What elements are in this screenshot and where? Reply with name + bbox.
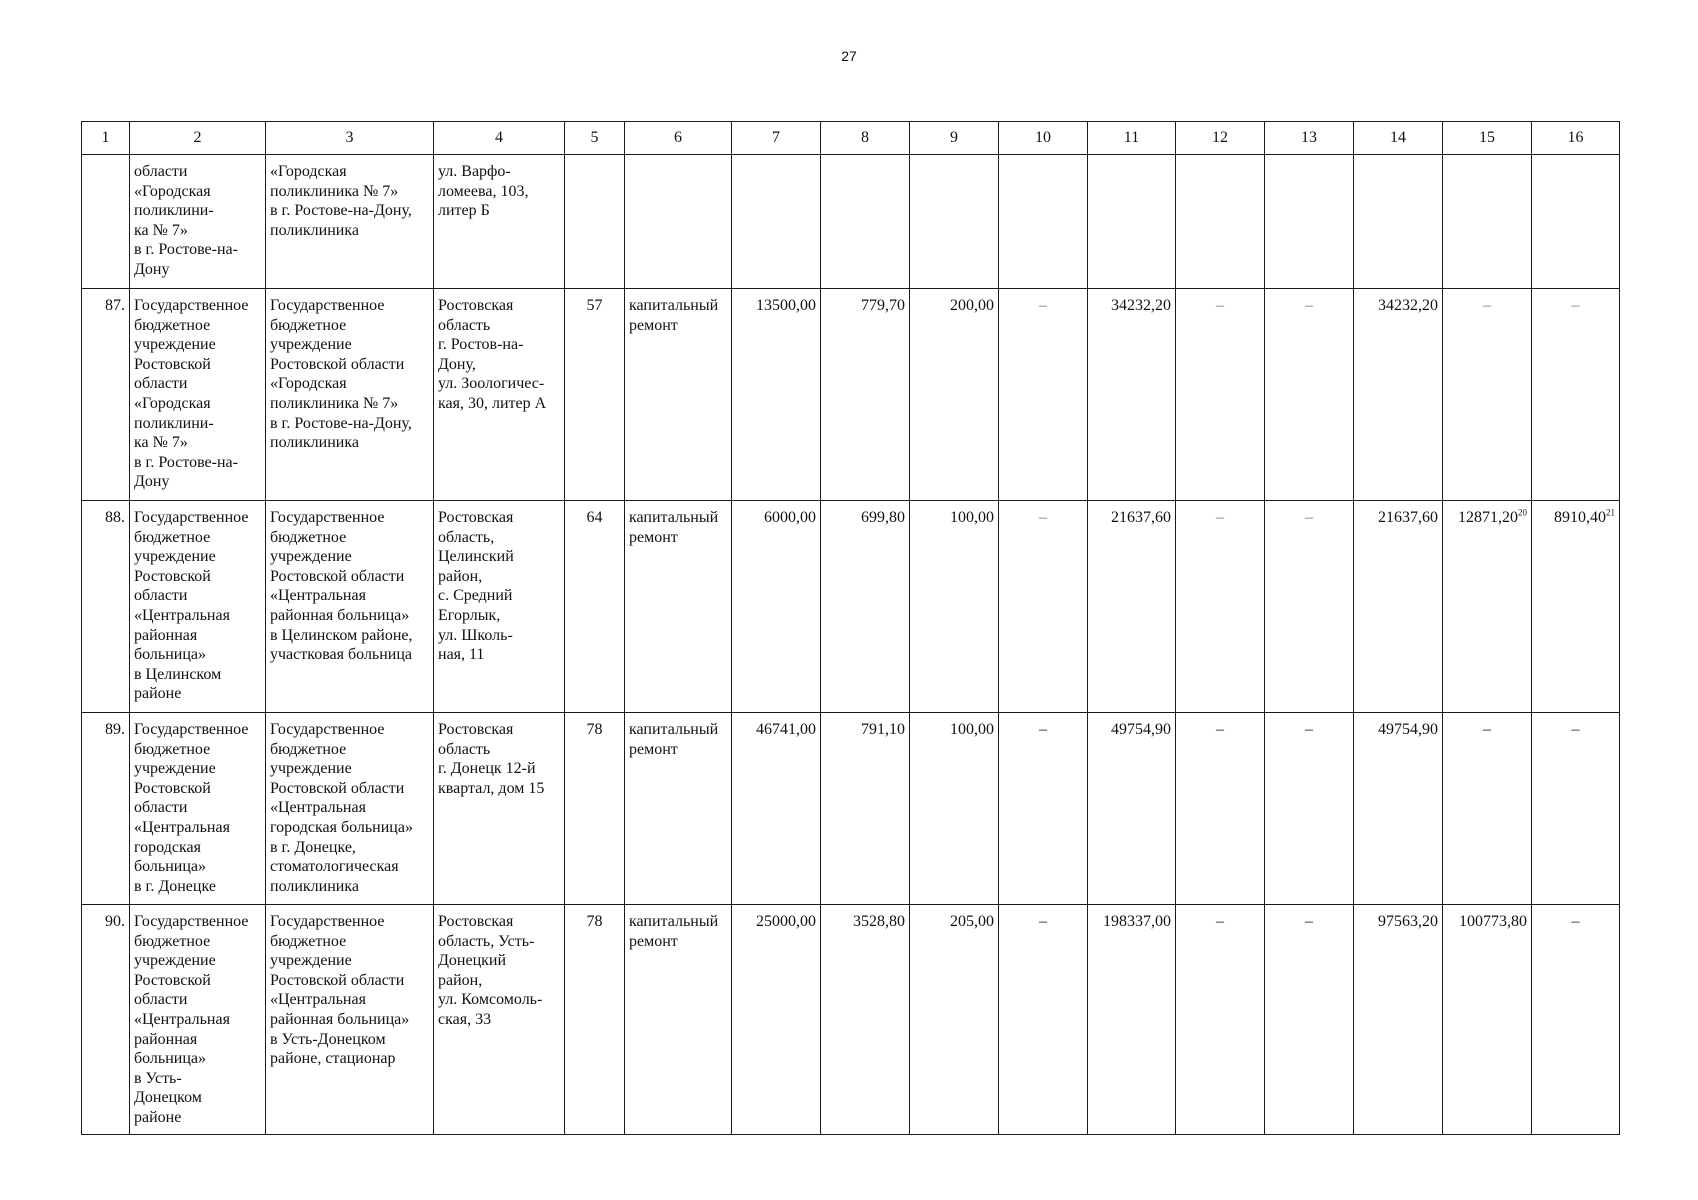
col11-value: 34232,20 [1111,297,1171,314]
col9-cell [910,713,999,905]
col16-cell [1532,289,1620,501]
institution-cell [130,905,266,1135]
col8-value: 699,80 [861,509,905,526]
col11-cell [1088,713,1176,905]
address-cell [434,501,565,713]
col12-cell [1176,713,1265,905]
object-cell [266,713,434,905]
col8-cell [821,713,910,905]
header-cell: 1 [82,122,130,155]
data-table [81,121,1620,1135]
col12-cell [1176,905,1265,1135]
col10-cell [999,155,1088,289]
row-number-value: 89. [105,721,125,738]
col15-value: – [1483,297,1491,314]
work-type-cell [625,155,732,289]
col15-cell [1443,905,1532,1135]
col5-value: 78 [586,721,603,738]
work-type-value: капитальный ремонт [629,297,719,334]
work-type-cell [625,289,732,501]
col9-value: 200,00 [950,297,994,314]
col16-value: – [1571,721,1580,738]
col12-value: – [1216,509,1224,526]
col14-value: 97563,20 [1378,913,1438,930]
address-cell [434,905,565,1135]
col11-value: 49754,90 [1111,721,1171,738]
col10-value: – [1039,721,1047,738]
table-row [82,155,1620,289]
col15-cell [1443,155,1532,289]
institution-value: области «Городская поликлини- ка № 7» в г. Ростове-на- Дону [134,163,238,278]
object-cell [266,905,434,1135]
address-cell [434,155,565,289]
table-row [82,289,1620,501]
col13-cell [1265,155,1354,289]
header-cell: 7 [732,122,821,155]
col5-cell [565,155,625,289]
col7-cell [732,713,821,905]
col9-value: 100,00 [950,721,994,738]
row-number-value: 90. [105,913,125,930]
col5-cell [565,713,625,905]
col8-cell [821,289,910,501]
header-cell: 15 [1443,122,1532,155]
col8-cell [821,501,910,713]
col16-cell [1532,713,1620,905]
col13-value: – [1305,721,1313,738]
table-row [82,905,1620,1135]
address-value: Ростовская область, Целинский район, с. Средний Егорлык, ул. Школь- ная, 11 [438,509,514,664]
col12-value: – [1216,721,1224,738]
row-number-cell [82,501,130,713]
col5-value: 64 [586,509,603,526]
footnote-ref: 21 [1606,507,1615,518]
work-type-value: капитальный ремонт [629,721,719,758]
object-value: Государственное бюджетное учреждение Ростовской области «Центральная городская больница» в г. Донецке, стоматологическая поликлиника [270,721,413,895]
row-number-cell [82,155,130,289]
col9-cell [910,155,999,289]
work-type-value: капитальный ремонт [629,913,719,950]
table-row [82,713,1620,905]
footnote-ref: 20 [1518,507,1527,518]
object-value: «Городская поликлиника № 7» в г. Ростове-на-Дону, поликлиника [270,163,412,239]
work-type-cell [625,905,732,1135]
header-cell: 13 [1265,122,1354,155]
header-cell: 12 [1176,122,1265,155]
header-cell: 16 [1532,122,1620,155]
col15-value: – [1483,721,1491,738]
header-cell: 9 [910,122,999,155]
col9-value: 205,00 [950,913,994,930]
col10-cell [999,905,1088,1135]
col7-cell [732,501,821,713]
col7-cell [732,289,821,501]
object-cell [266,155,434,289]
col11-value: 198337,00 [1103,913,1171,930]
col10-cell [999,713,1088,905]
institution-cell [130,713,266,905]
col9-cell [910,289,999,501]
institution-value: Государственное бюджетное учреждение Ростовской области «Центральная районная больница» в Целинском районе [134,509,249,703]
col5-cell [565,501,625,713]
col13-cell [1265,713,1354,905]
object-cell [266,501,434,713]
col5-cell [565,905,625,1135]
col15-cell [1443,713,1532,905]
col14-value: 34232,20 [1378,297,1438,314]
institution-value: Государственное бюджетное учреждение Ростовской области «Центральная городская больница» в г. Донецке [134,721,249,895]
col13-value: – [1305,509,1313,526]
object-value: Государственное бюджетное учреждение Ростовской области «Центральная районная больница» в Целинском районе, участковая больница [270,509,413,664]
col14-cell [1354,501,1443,713]
col7-value: 13500,00 [756,297,816,314]
header-cell: 3 [266,122,434,155]
address-value: Ростовская область, Усть- Донецкий район, ул. Комсомоль- ская, 33 [438,913,543,1028]
work-type-cell [625,713,732,905]
col10-cell [999,289,1088,501]
col9-cell [910,501,999,713]
col8-cell [821,905,910,1135]
col14-cell [1354,155,1443,289]
col16-value: 8910,40 [1554,509,1606,526]
col7-cell [732,155,821,289]
col10-value: – [1039,509,1047,526]
address-cell [434,289,565,501]
col16-cell [1532,155,1620,289]
header-cell: 4 [434,122,565,155]
col11-value: 21637,60 [1111,509,1171,526]
row-number-cell [82,289,130,501]
col12-cell [1176,155,1265,289]
col11-cell [1088,155,1176,289]
institution-cell [130,289,266,501]
col13-cell [1265,289,1354,501]
col14-value: 49754,90 [1378,721,1438,738]
col5-value: 78 [586,913,603,930]
col14-value: 21637,60 [1378,509,1438,526]
col14-cell [1354,905,1443,1135]
col14-cell [1354,713,1443,905]
col16-cell [1532,501,1620,713]
col13-value: – [1305,913,1313,930]
col8-value: 779,70 [861,297,905,314]
col13-value: – [1305,297,1313,314]
work-type-value: капитальный ремонт [629,509,719,546]
row-number-value: 88. [105,509,125,526]
header-cell: 5 [565,122,625,155]
address-value: Ростовская область г. Донецк 12-й квартал, дом 15 [438,721,545,797]
col12-cell [1176,289,1265,501]
header-row [82,122,1620,155]
object-value: Государственное бюджетное учреждение Ростовской области «Городская поликлиника № 7» в г. Ростове-на-Дону, поликлиника [270,297,412,452]
header-cell: 8 [821,122,910,155]
header-cell: 2 [130,122,266,155]
institution-cell [130,501,266,713]
col8-cell [821,155,910,289]
address-value: Ростовская область г. Ростов-на- Дону, ул. Зоологичес- кая, 30, литер А [438,297,547,412]
col11-cell [1088,289,1176,501]
col16-value: – [1571,297,1580,314]
col5-value: 57 [586,297,603,314]
col7-value: 46741,00 [756,721,816,738]
col16-cell [1532,905,1620,1135]
institution-value: Государственное бюджетное учреждение Ростовской области «Городская поликлини- ка № 7» в г. Ростове-на- Дону [134,297,249,491]
col10-value: – [1039,913,1047,930]
col8-value: 791,10 [861,721,905,738]
row-number-cell [82,905,130,1135]
col10-value: – [1039,297,1047,314]
col5-cell [565,289,625,501]
col9-value: 100,00 [950,509,994,526]
col10-cell [999,501,1088,713]
header-cell: 10 [999,122,1088,155]
col7-value: 25000,00 [756,913,816,930]
address-cell [434,713,565,905]
table-row [82,501,1620,713]
table-body [82,122,1620,1135]
col12-value: – [1216,297,1224,314]
col13-cell [1265,501,1354,713]
col15-cell [1443,289,1532,501]
col9-cell [910,905,999,1135]
object-value: Государственное бюджетное учреждение Ростовской области «Центральная районная больница» в Усть-Донецком районе, стационар [270,913,410,1068]
header-cell: 6 [625,122,732,155]
col16-value: – [1571,913,1580,930]
col11-cell [1088,905,1176,1135]
col11-cell [1088,501,1176,713]
col8-value: 3528,80 [853,913,905,930]
work-type-cell [625,501,732,713]
institution-cell [130,155,266,289]
col12-value: – [1216,913,1224,930]
col13-cell [1265,905,1354,1135]
object-cell [266,289,434,501]
address-value: ул. Варфо- ломеева, 103, литер Б [438,163,529,220]
page-number: 27 [841,48,857,64]
col12-cell [1176,501,1265,713]
row-number-value: 87. [105,297,125,314]
col15-value: 12871,20 [1458,509,1518,526]
header-cell: 11 [1088,122,1176,155]
col14-cell [1354,289,1443,501]
col15-value: 100773,80 [1459,913,1527,930]
row-number-cell [82,713,130,905]
col7-cell [732,905,821,1135]
col7-value: 6000,00 [764,509,816,526]
institution-value: Государственное бюджетное учреждение Ростовской области «Центральная районная больница» в Усть- Донецком районе [134,913,249,1126]
header-cell: 14 [1354,122,1443,155]
col15-cell [1443,501,1532,713]
